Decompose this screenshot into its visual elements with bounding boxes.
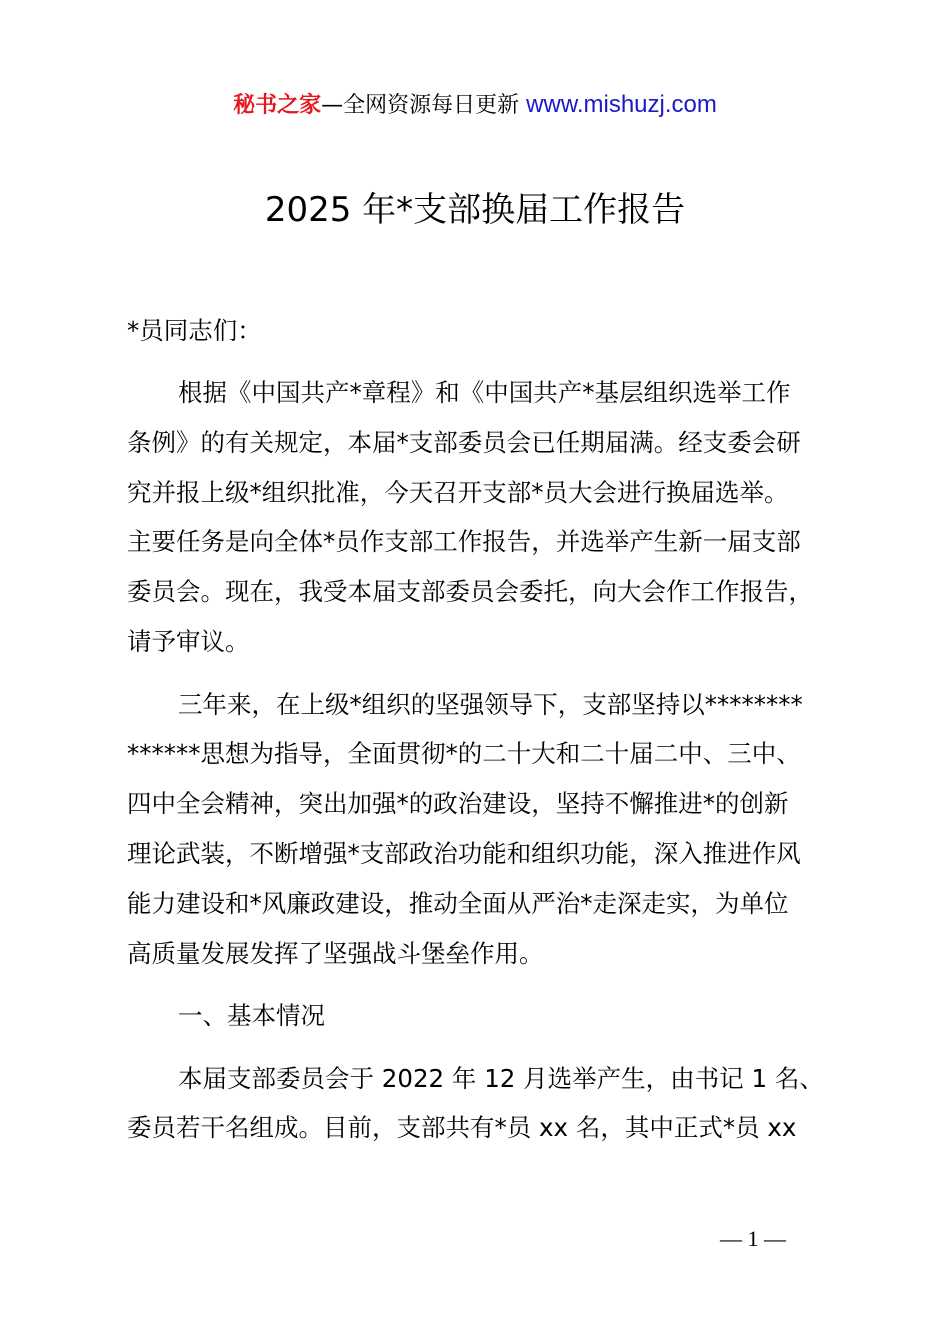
section-paragraph-line: 委员若干名组成。目前，支部共有*员 xx 名，其中正式*员 xx xyxy=(127,1113,797,1142)
paragraph-2-line: ******思想为指导，全面贯彻*的二十大和二十届二中、三中、 xyxy=(127,739,801,768)
document-title: 2025 年*支部换届工作报告 xyxy=(264,190,686,230)
paragraph-2-line: 四中全会精神，突出加强*的政治建设，坚持不懈推进*的创新 xyxy=(127,789,789,818)
section-heading: 一、基本情况 xyxy=(178,1001,325,1030)
salutation: *员同志们： xyxy=(127,316,262,345)
site-banner xyxy=(0,88,950,119)
paragraph-2-line: 理论武装，不断增强*支部政治功能和组织功能，深入推进作风 xyxy=(127,839,801,868)
paragraph-2-line: 高质量发展发挥了坚强战斗堡垒作用。 xyxy=(127,939,544,968)
paragraph-2-line: 三年来，在上级*组织的坚强领导下，支部坚持以******** xyxy=(178,690,803,719)
paragraph-1-line: 究并报上级*组织批准，今天召开支部*员大会进行换届选举。 xyxy=(127,478,789,507)
site-url-link[interactable]: www.mishuzj.com xyxy=(526,91,717,118)
page-number: — 1 — xyxy=(720,1226,786,1251)
paragraph-1-line: 主要任务是向全体*员作支部工作报告，并选举产生新一届支部 xyxy=(127,527,801,556)
paragraph-1-line: 委员会。现在，我受本届支部委员会委托，向大会作工作报告， xyxy=(127,577,813,606)
brand-name: 秘书之家 xyxy=(233,93,322,118)
paragraph-1-line: 请予审议。 xyxy=(127,627,250,656)
paragraph-2-line: 能力建设和*风廉政建设，推动全面从严治*走深走实，为单位 xyxy=(127,889,789,918)
paragraph-1-line: 根据《中国共产*章程》和《中国共产*基层组织选举工作 xyxy=(178,378,791,407)
banner-tagline: —全网资源每日更新 xyxy=(321,93,527,118)
section-paragraph-line: 本届支部委员会于 2022 年 12 月选举产生，由书记 1 名、 xyxy=(178,1064,824,1093)
paragraph-1-line: 条例》的有关规定，本届*支部委员会已任期届满。经支委会研 xyxy=(127,428,801,457)
